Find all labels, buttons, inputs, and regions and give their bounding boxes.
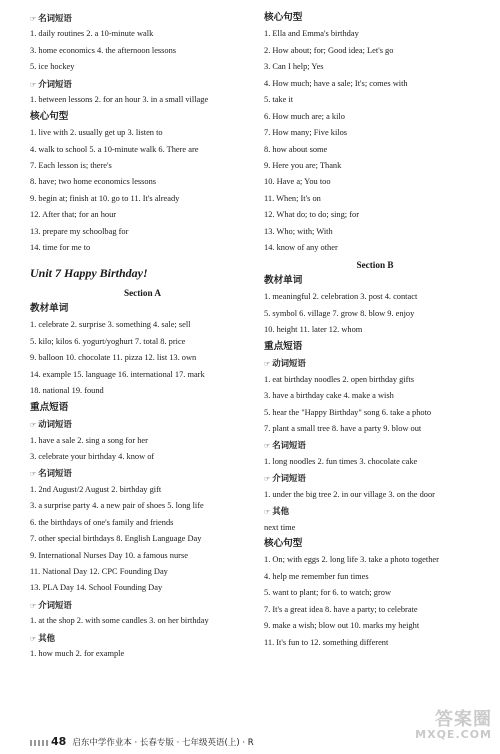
subsection-heading (30, 10, 255, 26)
answer-line: 18. national 19. found (30, 386, 104, 396)
answer-line: 6. How much are; a kilo (264, 111, 345, 121)
section-title: Section A (123, 287, 161, 298)
answer-line: 14. time for me to (30, 243, 91, 253)
answer-line: 7. plant a small tree 8. have a party 9. blow out (264, 423, 422, 433)
section-heading: 教材单词 (30, 303, 69, 314)
answer-line: 1. 2nd August/2 August 2. birthday gift (30, 484, 162, 494)
section-heading: 教材单词 (264, 275, 303, 286)
answer-line: 1. meaningful 2. celebration 3. post 4. contact (264, 292, 418, 302)
answer-line: 1. at the shop 2. with some candles 3. on her birthday (30, 616, 209, 626)
watermark-line2: MXQE.COM (415, 728, 492, 741)
answer-line: 3. a surprise party 4. a new pair of shoes 5. long life (30, 501, 204, 511)
answer-line: 13. prepare my schoolbag for (30, 226, 129, 236)
answer-line: 1. live with 2. usually get up 3. listen to (30, 128, 163, 138)
right-column (264, 10, 486, 651)
answer-line: 5. take it (264, 95, 294, 105)
pointing-hand-icon: ☞ (30, 601, 37, 610)
page-number: 48 (51, 735, 67, 748)
subsection-label: 名词短语 (272, 440, 306, 451)
answer-line: 5. want to plant; for 6. to watch; grow (264, 588, 391, 598)
answer-line: 5. symbol 6. village 7. grow 8. blow 9. enjoy (264, 308, 415, 318)
subsection-label: 介词短语 (272, 473, 306, 484)
answer-line: 1. celebrate 2. surprise 3. something 4. sale; sell (30, 320, 191, 330)
answer-line: 14. know of any other (264, 243, 338, 253)
answer-line: 7. Each lesson is; there's (30, 160, 112, 170)
subsection-label: 介词短语 (38, 78, 72, 89)
watermark-logo (412, 709, 492, 752)
answer-line: 3. Can I help; Yes (264, 62, 324, 72)
subsection-label: 名词短语 (38, 13, 72, 23)
section-heading: 核心句型 (264, 538, 303, 549)
subsection-heading (30, 597, 255, 613)
answer-line: 7. other special birthdays 8. English Language Day (30, 534, 202, 544)
answer-line: 5. hear the "Happy Birthday" song 6. take a photo (264, 407, 432, 417)
answer-line: 9. balloon 10. chocolate 11. pizza 12. list 13. own (30, 353, 197, 363)
footer-dots-decoration (30, 740, 48, 746)
answer-line: 7. It's a great idea 8. have a party; to celebrate (264, 604, 418, 614)
answer-line: 7. How many; Five kilos (264, 128, 348, 138)
answer-line: 8. how about some (264, 144, 328, 154)
page-footer (30, 735, 470, 749)
subsection-label: 其他 (272, 506, 290, 517)
answer-line: 13. PLA Day 14. School Founding Day (30, 583, 163, 593)
pointing-hand-icon: ☞ (30, 634, 37, 643)
answer-line: 8. have; two home economics lessons (30, 177, 157, 187)
subsection-heading (30, 465, 255, 481)
answer-line: 12. After that; for an hour (30, 210, 117, 220)
answer-line: 1. between lessons 2. for an hour 3. in a small village (30, 95, 209, 105)
answer-line: 4. walk to school 5. a 10-minute walk 6. There are (30, 144, 199, 154)
subsection-heading (264, 437, 486, 453)
answer-line: 4. help me remember fun times (264, 571, 369, 581)
answer-line: 5. ice hockey (30, 62, 75, 72)
pointing-hand-icon: ☞ (264, 442, 271, 451)
subsection-heading (30, 416, 255, 432)
book-title: 启东中学作业本 · 长春专版 · 七年级英语(上) · R (72, 738, 254, 748)
pointing-hand-icon: ☞ (30, 15, 37, 23)
subsection-label: 其他 (38, 632, 56, 643)
answer-line: 1. On; with eggs 2. long life 3. take a photo together (264, 555, 439, 565)
pointing-hand-icon: ☞ (264, 508, 271, 517)
answer-line: 12. What do; to do; sing; for (264, 210, 359, 220)
pointing-hand-icon: ☞ (30, 80, 37, 89)
answer-line: 11. It's fun to 12. something different (264, 637, 389, 647)
answer-line: 5. kilo; kilos 6. yogurt/yoghurt 7. total 8. price (30, 336, 186, 346)
subsection-label: 名词短语 (38, 468, 72, 479)
answer-line: 11. When; It's on (264, 193, 321, 203)
section-heading: 核心句型 (30, 110, 69, 122)
answer-line: 10. height 11. later 12. whom (264, 325, 363, 335)
subsection-heading (30, 630, 255, 646)
answer-line: 1. eat birthday noodles 2. open birthday gifts (264, 374, 415, 384)
answer-line: 9. make a wish; blow out 10. marks my height (264, 621, 420, 631)
unit-title: Unit 7 Happy Birthday! (30, 265, 148, 280)
subsection-heading (30, 76, 255, 92)
pointing-hand-icon: ☞ (30, 421, 37, 430)
subsection-heading (264, 503, 486, 519)
answer-line: next time (264, 522, 296, 532)
answer-line: 11. National Day 12. CPC Founding Day (30, 567, 168, 576)
watermark-line1: 答案圈 (435, 709, 492, 730)
pointing-hand-icon: ☞ (264, 360, 271, 369)
answer-line: 9. International Nurses Day 10. a famous nurse (30, 550, 188, 560)
answer-line: 9. begin at; finish at 10. go to 11. It's already (30, 193, 180, 203)
answer-line: 14. example 15. language 16. international 17. mark (30, 369, 205, 379)
answer-line: 1. daily routines 2. a 10-minute walk (30, 29, 154, 39)
answer-line: 1. long noodles 2. fun times 3. chocolate cake (264, 456, 418, 466)
answer-line: 1. Ella and Emma's birthday (264, 29, 359, 39)
section-heading: 核心句型 (264, 12, 303, 23)
answer-line: 1. have a sale 2. sing a song for her (30, 435, 148, 445)
answer-line: 6. the birthdays of one's family and friends (30, 517, 174, 527)
answer-line: 1. under the big tree 2. in our village 3. on the door (264, 489, 435, 499)
section-heading: 重点短语 (30, 401, 69, 413)
section-title: Section B (356, 259, 394, 270)
subsection-heading (264, 470, 486, 486)
answer-line: 9. Here you are; Thank (264, 160, 342, 170)
subsection-label: 动词短语 (272, 358, 306, 369)
subsection-heading (264, 355, 486, 371)
pointing-hand-icon: ☞ (30, 470, 37, 479)
answer-line: 4. How much; have a sale; It's; comes with (264, 78, 408, 88)
answer-line: 1. how much 2. for example (30, 649, 125, 659)
answer-line: 10. Have a; You too (264, 177, 331, 187)
section-heading: 重点短语 (264, 340, 303, 352)
left-column (30, 10, 255, 663)
answer-line: 3. celebrate your birthday 4. know of (30, 451, 155, 461)
answer-line: 13. Who; with; With (264, 226, 333, 236)
answer-line: 2. How about; for; Good idea; Let's go (264, 45, 394, 55)
answer-line: 3. home economics 4. the afternoon lessons (30, 45, 177, 55)
answer-line: 3. have a birthday cake 4. make a wish (264, 391, 394, 401)
subsection-label: 动词短语 (38, 419, 72, 430)
subsection-label: 介词短语 (38, 599, 72, 610)
pointing-hand-icon: ☞ (264, 475, 271, 484)
